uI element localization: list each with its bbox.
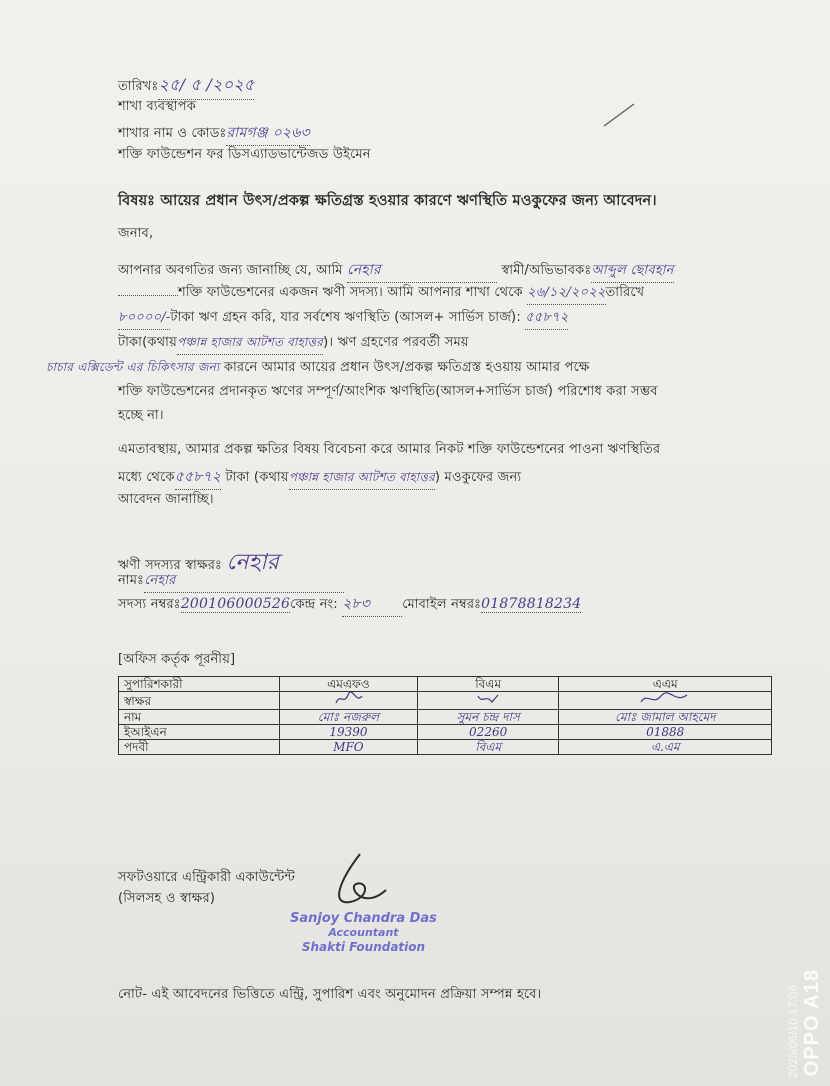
org-name: শক্তি ফাউন্ডেশন ফর ডিসএ্যাডভান্টেজড উইমেন — [118, 147, 371, 162]
mobile-value: 01878818234 — [481, 596, 582, 612]
body-text: )। ঋণ গ্রহণের পরবর্তী সময় — [323, 335, 469, 350]
date-label: তারিখঃ — [118, 79, 159, 94]
footer-note: নোট- এই আবেদনের ভিত্তিতে এন্ট্রি, সুপারিশ এবং অনুমোদন প্রক্রিয়া সম্পন্ন হবে। — [118, 987, 542, 1002]
stamp-org: Shakti Foundation — [301, 940, 426, 954]
body-text: টাকা(কথায় — [118, 335, 177, 350]
camera-watermark: OPPO A18 — [801, 968, 823, 1076]
body-text: আপনার অবগতির জন্য জানাচ্ছি যে, আমি — [118, 263, 343, 278]
member-name-value: নেহার — [144, 571, 344, 593]
table-row — [119, 725, 772, 740]
body-text: স্বামী/অভিভাবকঃ — [501, 263, 592, 278]
body-text: ) মওকুফের জন্য — [434, 470, 522, 485]
pen-mark — [600, 100, 640, 130]
body-line-4 — [118, 333, 469, 355]
body-line-5 — [46, 358, 590, 379]
body-text: মধ্যে থেকে — [118, 470, 175, 485]
table-header-cell: সুপারিশকারী — [119, 677, 280, 692]
branch-line — [118, 121, 310, 146]
body-text: টাকা (কথায় — [225, 470, 289, 485]
table-cell: MFO — [280, 740, 418, 755]
table-header-cell: এএম — [559, 677, 772, 692]
balance-words-fill: পঞ্চান্ন হাজার আটশত বাহাত্তর — [177, 334, 323, 355]
subject: বিষয়ঃ আয়ের প্রধান উৎস/প্রকল্প ক্ষতিগ্রস্ত হওয়ার কারণে ঋণস্থিতি মওকুফের জন্য আবেদন। — [118, 193, 657, 209]
addressee: শাখা ব্যবস্থাপক — [118, 99, 197, 114]
branch-value: রামগঞ্জ ০২৬৩ — [226, 121, 309, 146]
body-line-9 — [118, 465, 521, 490]
loan-amount-fill: ৮০০০০/- — [118, 308, 170, 330]
waiver-words-fill: পঞ্চান্ন হাজার আটশত বাহাত্তর — [289, 469, 435, 490]
signature-cell — [559, 692, 772, 710]
table-cell: মোঃ জামাল আহমেদ — [559, 710, 772, 725]
camera-timestamp: 2025/06/10 17:06 — [786, 984, 800, 1078]
accountant-signature — [320, 850, 400, 920]
table-row — [119, 692, 772, 710]
salutation: জনাব, — [118, 226, 154, 241]
table-row — [119, 740, 772, 755]
row-label: পদবী — [119, 740, 280, 755]
body-text: টাকা ঋণ গ্রহন করি, যার সর্বশেষ ঋণস্থিতি (আসল+ সার্ভিস চার্জ): — [170, 310, 521, 325]
row-label: নাম — [119, 710, 280, 725]
row-label: ইআইএন — [119, 725, 280, 740]
table-cell: 19390 — [280, 725, 418, 740]
waiver-amount-fill: ৫৫৮৭২ — [175, 465, 221, 490]
table-header-cell: এমএফও — [280, 677, 418, 692]
body-text: শক্তি ফাউন্ডেশনের একজন ঋণী সদস্য। আমি আপনার শাখা থেকে — [178, 285, 523, 300]
member-name-fill: নেহার — [347, 258, 497, 283]
accountant-line-1: সফটওয়ারে এন্ট্রিকারী একাউন্টেন্ট — [118, 870, 296, 885]
body-line-10: আবেদন জানাচ্ছি। — [118, 492, 214, 507]
member-no-label: সদস্য নম্বরঃ — [118, 597, 181, 612]
guardian-fill: আব্দুল ছোবহান — [591, 261, 673, 283]
member-no-value: 200106000526 — [180, 596, 291, 612]
date-value: ২৫/ ৫ /২০২৫ — [158, 72, 254, 100]
date-line — [118, 72, 254, 100]
table-cell: এ.এম — [559, 740, 772, 755]
accountant-line-2: (সিলসহ ও স্বাক্ষর) — [118, 891, 216, 906]
center-value: ২৮৩ — [342, 592, 402, 617]
name-label: নামঃ — [118, 573, 145, 588]
table-cell: বিএম — [417, 740, 559, 755]
table-header-row — [119, 677, 772, 692]
stamp-title: Accountant — [328, 926, 399, 939]
member-name-line — [118, 571, 344, 593]
sig-label: ঋণী সদস্যর স্বাক্ষরঃ — [118, 558, 223, 573]
mobile-label: মোবাইল নম্বরঃ — [402, 597, 482, 612]
table-cell: 02260 — [417, 725, 559, 740]
body-line-8: এমতাবস্থায়, আমার প্রকল্প ক্ষতির বিষয় বিবেচনা করে আমার নিকট শক্তি ফাউন্ডেশনের পাওনা ঋণস্থিতির — [118, 442, 661, 457]
body-line-2 — [118, 283, 644, 305]
body-line-3 — [118, 308, 568, 330]
table-cell: সুমন চন্দ্র দাস — [417, 710, 559, 725]
stamp-name: Sanjoy Chandra Das — [290, 911, 437, 926]
table-cell: 01888 — [559, 725, 772, 740]
recommendation-table — [118, 676, 772, 755]
member-id-line — [118, 592, 581, 617]
row-label: স্বাক্ষর — [119, 692, 280, 710]
table-header-cell: বিএম — [417, 677, 559, 692]
member-signature: নেহার — [226, 550, 280, 575]
signature-cell — [417, 692, 559, 710]
branch-label: শাখার নাম ও কোডঃ — [118, 126, 227, 141]
balance-fill: ৫৫৮৭২ — [525, 308, 568, 330]
table-cell: মোঃ নজরুল — [280, 710, 418, 725]
loan-date-fill: ২৬/১২/২০২২ — [527, 283, 605, 305]
table-row — [119, 710, 772, 725]
center-label: কেন্দ্র নং: — [290, 597, 338, 612]
signature-cell — [280, 692, 418, 710]
body-line-6: শক্তি ফাউন্ডেশনের প্রদানকৃত ঋণের সম্পূর্ণ/আংশিক ঋণস্থিতি(আসল+সার্ভিস চার্জ) পরিশোধ করা সম্ভব — [118, 384, 658, 399]
accountant-stamp — [290, 912, 437, 954]
body-line-7: হচ্ছে না। — [118, 408, 164, 423]
body-text: কারনে আমার আয়ের প্রধান উৎস/প্রকল্প ক্ষতিগ্রস্ত হওয়ায় আমার পক্ষে — [223, 360, 590, 375]
margin-note: চাচার এক্সিডেন্ট এর চিকিৎসার জন্য — [46, 360, 220, 374]
body-line-1 — [118, 258, 674, 283]
office-heading: [অফিস কর্তৃক পূরনীয়] — [118, 652, 236, 667]
body-text: তারিখে — [605, 285, 645, 300]
